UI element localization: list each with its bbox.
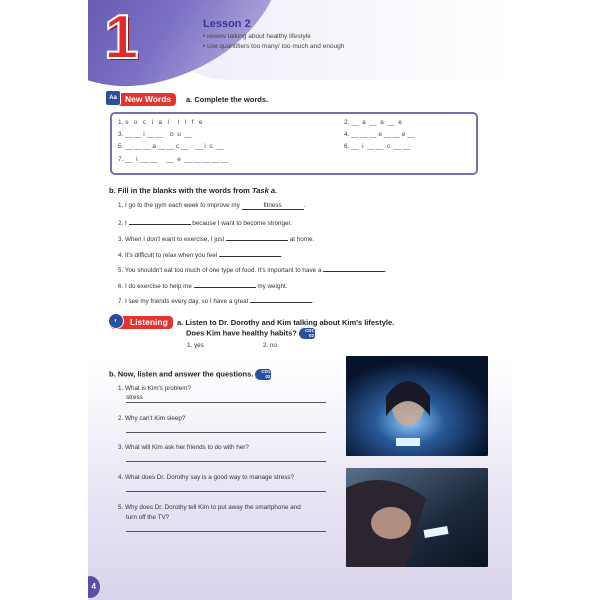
question [118, 385, 191, 392]
answer-blank[interactable] [219, 250, 281, 257]
fill-in-sentence [118, 265, 387, 274]
listening-task-a: a. Listen to Dr. Dorothy and Kim talking about Kim's lifestyle. [177, 318, 395, 327]
word-item[interactable]: 6. __ i __ __ c __ __ [344, 143, 411, 150]
option-yes[interactable]: 1. yes [187, 342, 204, 349]
word-item[interactable]: 3. __ __ i __ __ o u __ [118, 131, 192, 138]
answer-blank[interactable] [323, 265, 385, 272]
lesson-title: Lesson 2 [203, 18, 251, 30]
fill-in-sentence [118, 202, 305, 210]
sentence-text: . [303, 202, 306, 209]
page-number: 4 [88, 576, 100, 598]
new-words-badge [107, 93, 176, 106]
fill-in-sentence [118, 281, 287, 290]
task-text: b. Now, listen and answer the questions. [109, 369, 254, 379]
question [118, 504, 301, 521]
answer-blank[interactable] [226, 234, 288, 241]
listening-task-b [109, 369, 271, 380]
question-text: 3. What will Kim ask her friends to do with her? [118, 444, 249, 451]
sentence-text: . [280, 252, 283, 259]
answer-blank[interactable] [194, 281, 256, 288]
question [118, 415, 185, 422]
audio-track-icon[interactable]: CD1 02 [299, 328, 315, 339]
answer-blank[interactable] [129, 218, 191, 225]
answer-blank[interactable] [250, 296, 312, 303]
question-text: Does Kim have healthy habits? [186, 328, 297, 338]
listening-question [186, 328, 315, 339]
badge-label: Listening [130, 317, 168, 327]
option-no[interactable]: 2. no [263, 342, 278, 349]
sentence-text: 3. When I don't want to exercise, I just [118, 236, 226, 243]
objective: • review talking about healthy lifestyle [203, 33, 311, 40]
word-item[interactable]: 1. s o c i a l l i f e [118, 119, 203, 126]
vocabulary-icon: Aa [105, 90, 121, 106]
sentence-text: 7. I see my friends every day, so I have a great [118, 298, 251, 305]
task-b-end: . [275, 186, 278, 195]
textbook-page [88, 0, 512, 600]
answer-line[interactable] [126, 453, 326, 462]
word-item[interactable]: 7. __ i __ __ __ e __ __ __ __ __ [118, 156, 228, 163]
sentence-text: 2. I [118, 220, 129, 227]
fill-in-sentence [118, 296, 314, 305]
sentence-text: 6. I do exercise to help me [118, 283, 194, 290]
fill-in-sentence [118, 218, 292, 227]
question-text: 2. Why can't Kim sleep? [118, 415, 186, 422]
objective: • use quantifiers too many/ too much and enough [203, 43, 345, 50]
listening-badge [110, 316, 173, 329]
sentence-text: . [312, 298, 314, 305]
sentence-text: 1. I go to the gym each week to improve my [118, 202, 242, 209]
task-b-heading [109, 186, 277, 195]
word-item[interactable]: 4. __ __ __ e __ __ e __ [344, 131, 415, 138]
sentence-text: my weight. [255, 283, 288, 290]
fill-in-sentence [118, 234, 314, 243]
question [118, 474, 294, 481]
question-text: 1. What is Kim's problem? [118, 385, 191, 392]
task-b-text: b. Fill in the blanks with the words from [109, 186, 252, 195]
word-item[interactable]: 5. __ __ __ a __ __ c __ __ i c __ [118, 143, 224, 150]
sentence-text: because I want to become stronger. [190, 220, 293, 227]
unit-number: 1 [104, 3, 139, 72]
sentence-text: 5. You shouldn't eat too much of one type of food. It's important to have a [118, 267, 324, 274]
question-text: 4. What does Dr. Dorothy say is a good way to manage stress? [118, 474, 295, 481]
sentence-text: 4. It's difficult to relax when you feel [118, 252, 219, 259]
question-text: 5. Why does Dr. Dorothy tell Kim to put away the smartphone and [118, 504, 301, 511]
sentence-text: . [385, 267, 387, 274]
answer-line[interactable]: stress [126, 394, 326, 403]
answer-line[interactable] [126, 523, 326, 532]
question-text: turn off the TV? [126, 514, 170, 521]
word-item[interactable]: 2. __ a __ a __ e [344, 119, 402, 126]
badge-label: New Words [125, 94, 172, 104]
task-a-heading: a. Complete the words. [186, 95, 269, 104]
photo-girl-sleeping-with-phone [346, 468, 488, 567]
question [118, 444, 249, 451]
answer-line[interactable] [126, 424, 326, 433]
answer-blank[interactable]: fitness [242, 203, 304, 210]
sentence-text: at home. [287, 236, 315, 243]
answer-line[interactable] [126, 483, 326, 492]
task-ref: Task a [251, 186, 276, 195]
audio-track-icon[interactable]: CD1 02 [255, 369, 271, 380]
fill-in-sentence [118, 250, 283, 259]
headphones-icon: ◐ [108, 313, 124, 329]
photo-girl-phone-under-blanket [346, 356, 488, 456]
